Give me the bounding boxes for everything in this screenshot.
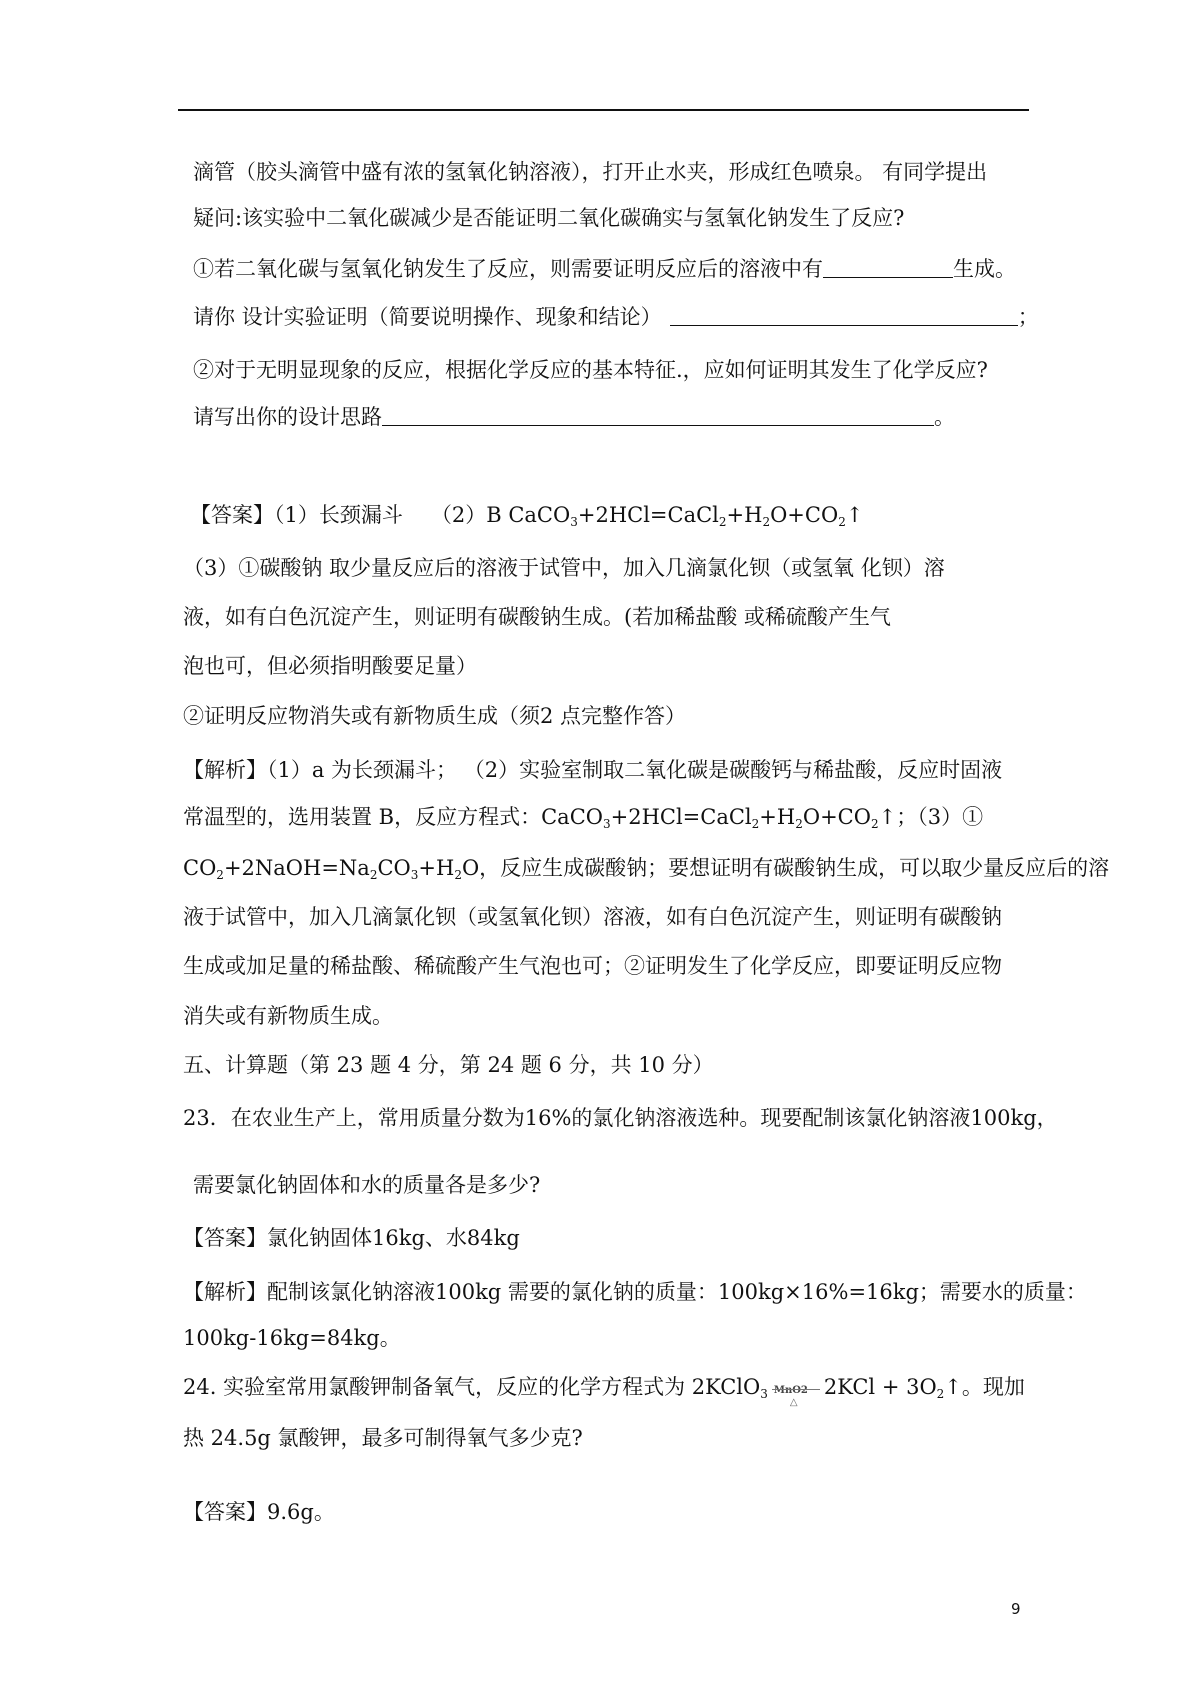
q24-line-1 [183, 1372, 1025, 1408]
answer-part-2: （2）B CaCO [430, 503, 571, 527]
q24-text: 24. 实验室常用氯酸钾制备氧气，反应的化学方程式为 2KClO [183, 1375, 761, 1399]
analysis-text: O，反应生成碳酸钠；要想证明有碳酸钠生成，可以取少量反应后的溶 [461, 856, 1110, 880]
subscript: 2 [936, 1387, 945, 1401]
equation-part: +2HCl=CaCl [610, 805, 752, 829]
answer-22-line-4: 泡也可，但必须指明酸要足量） [183, 654, 477, 678]
analysis-22-line-5: 生成或加足量的稀盐酸、稀硫酸产生气泡也可；②证明发生了化学反应，即要证明反应物 [183, 954, 1002, 978]
equation-part: +2HCl=CaCl [577, 503, 719, 527]
q23-answer [183, 1223, 520, 1253]
equation-part: O+CO [770, 503, 839, 527]
page-number: 9 [1011, 1600, 1021, 1618]
q23-analysis-line-2: 100kg-16kg=84kg。 [183, 1326, 401, 1350]
subscript: 2 [795, 817, 803, 831]
q24-answer-text: 9.6g。 [267, 1500, 335, 1524]
analysis-22-line-6: 消失或有新物质生成。 [183, 1004, 393, 1028]
answer-22-line-1 [190, 500, 863, 530]
gas-arrow: ↑ [845, 503, 864, 527]
analysis-22-line-1 [183, 755, 1002, 785]
equation-part: 2KCl + 3O [823, 1375, 937, 1399]
subscript: 3 [570, 515, 578, 529]
answer-blank-3[interactable] [382, 403, 934, 426]
question-line-4 [193, 302, 1039, 332]
answer-22-line-2: （3）①碳酸钠 取少量反应后的溶液于试管中，加入几滴氯化钡（或氢氧 化钡）溶 [183, 556, 945, 580]
question-line-4-text: 请你 设计实验证明（简要说明操作、现象和结论） [193, 305, 662, 329]
question-line-6 [193, 402, 955, 432]
q24-line-2: 热 24.5g 氯酸钾，最多可制得氧气多少克? [183, 1426, 583, 1450]
header-rule [178, 109, 1029, 111]
q23-line-2: 需要氯化钠固体和水的质量各是多少? [193, 1173, 541, 1197]
q24-answer [183, 1497, 335, 1527]
question-line-4-end: ； [1017, 305, 1039, 329]
equation-part: O+CO [802, 805, 871, 829]
analysis-22-line-2 [183, 802, 983, 832]
section-5-heading: 五、计算题（第 23 题 4 分，第 24 题 6 分，共 10 分） [183, 1053, 714, 1077]
analysis-text: ↑；（3）① [878, 805, 984, 829]
equation-part: +H [759, 805, 796, 829]
subscript: 2 [369, 868, 378, 882]
question-line-3 [193, 254, 1016, 284]
subscript: 2 [762, 515, 771, 529]
analysis-label: 【解析】 [183, 758, 267, 782]
analysis-text: （1）a 为长颈漏斗； （2）实验室制取二氧化碳是碳酸钙与稀盐酸，反应时固液 [267, 758, 1003, 782]
analysis-label: 【解析】 [183, 1280, 267, 1304]
subscript: 2 [751, 817, 760, 831]
answer-22-line-5: ②证明反应物消失或有新物质生成（须2 点完整作答） [183, 704, 687, 728]
analysis-22-line-4: 液于试管中，加入几滴氯化钡（或氢氧化钡）溶液，如有白色沉淀产生，则证明有碳酸钠 [183, 905, 1002, 929]
answer-blank-1[interactable] [823, 255, 953, 278]
subscript: 3 [602, 817, 611, 831]
question-line-3-end: 生成。 [953, 257, 1016, 281]
answer-label: 【答案】 [183, 1500, 267, 1524]
analysis-text: 常温型的，选用装置 B，反应方程式：CaCO [183, 805, 603, 829]
equation-part: CO [377, 856, 411, 880]
question-line-6-text: 请写出你的设计思路 [193, 405, 382, 429]
subscript: 3 [760, 1387, 768, 1401]
equation-part: +2NaOH=Na [223, 856, 370, 880]
catalyst-mno2-icon [770, 1378, 822, 1408]
catalyst-label: MnO2 [773, 1384, 808, 1396]
answer-part-1: （1）长颈漏斗 [274, 503, 403, 527]
question-line-5: ②对于无明显现象的反应，根据化学反应的基本特征.，应如何证明其发生了化学反应? [193, 358, 988, 382]
q23-analysis-text: 配制该氯化钠溶液100kg 需要的氯化钠的质量：100kg×16%=16kg；需要水的质量： [267, 1280, 1087, 1304]
question-line-6-end: 。 [934, 405, 955, 429]
q23-answer-text: 氯化钠固体16kg、水84kg [267, 1226, 520, 1250]
answer-label: 【答案】 [190, 503, 274, 527]
subscript: 2 [870, 817, 879, 831]
heat-sign: △ [789, 1396, 798, 1408]
answer-label: 【答案】 [183, 1226, 267, 1250]
equation-part: +H [418, 856, 455, 880]
answer-22-line-3: 液，如有白色沉淀产生，则证明有碳酸钠生成。(若加稀盐酸 或稀硫酸产生气 [183, 605, 891, 629]
equation-part: +H [726, 503, 763, 527]
subscript: 2 [454, 868, 462, 882]
question-line-2: 疑问:该实验中二氧化碳减少是否能证明二氧化碳确实与氢氧化钠发生了反应? [193, 206, 905, 230]
question-line-3-text: ①若二氧化碳与氢氧化钠发生了反应，则需要证明反应后的溶液中有 [193, 257, 823, 281]
equation-part: CO [183, 856, 217, 880]
q23-analysis-line-1 [183, 1277, 1087, 1307]
analysis-22-line-3 [183, 853, 1109, 883]
subscript: 2 [718, 515, 727, 529]
q23-line-1: 23．在农业生产上，常用质量分数为16%的氯化钠溶液选种。现要配制该氯化钠溶液100kg， [183, 1106, 1058, 1130]
subscript: 2 [838, 515, 846, 529]
subscript: 2 [216, 868, 224, 882]
answer-blank-2[interactable] [670, 303, 1018, 326]
subscript: 3 [410, 868, 419, 882]
question-line-1: 滴管（胶头滴管中盛有浓的氢氧化钠溶液），打开止水夹，形成红色喷泉。 有同学提出 [193, 160, 988, 184]
q24-text: ↑。现加 [944, 1375, 1025, 1399]
